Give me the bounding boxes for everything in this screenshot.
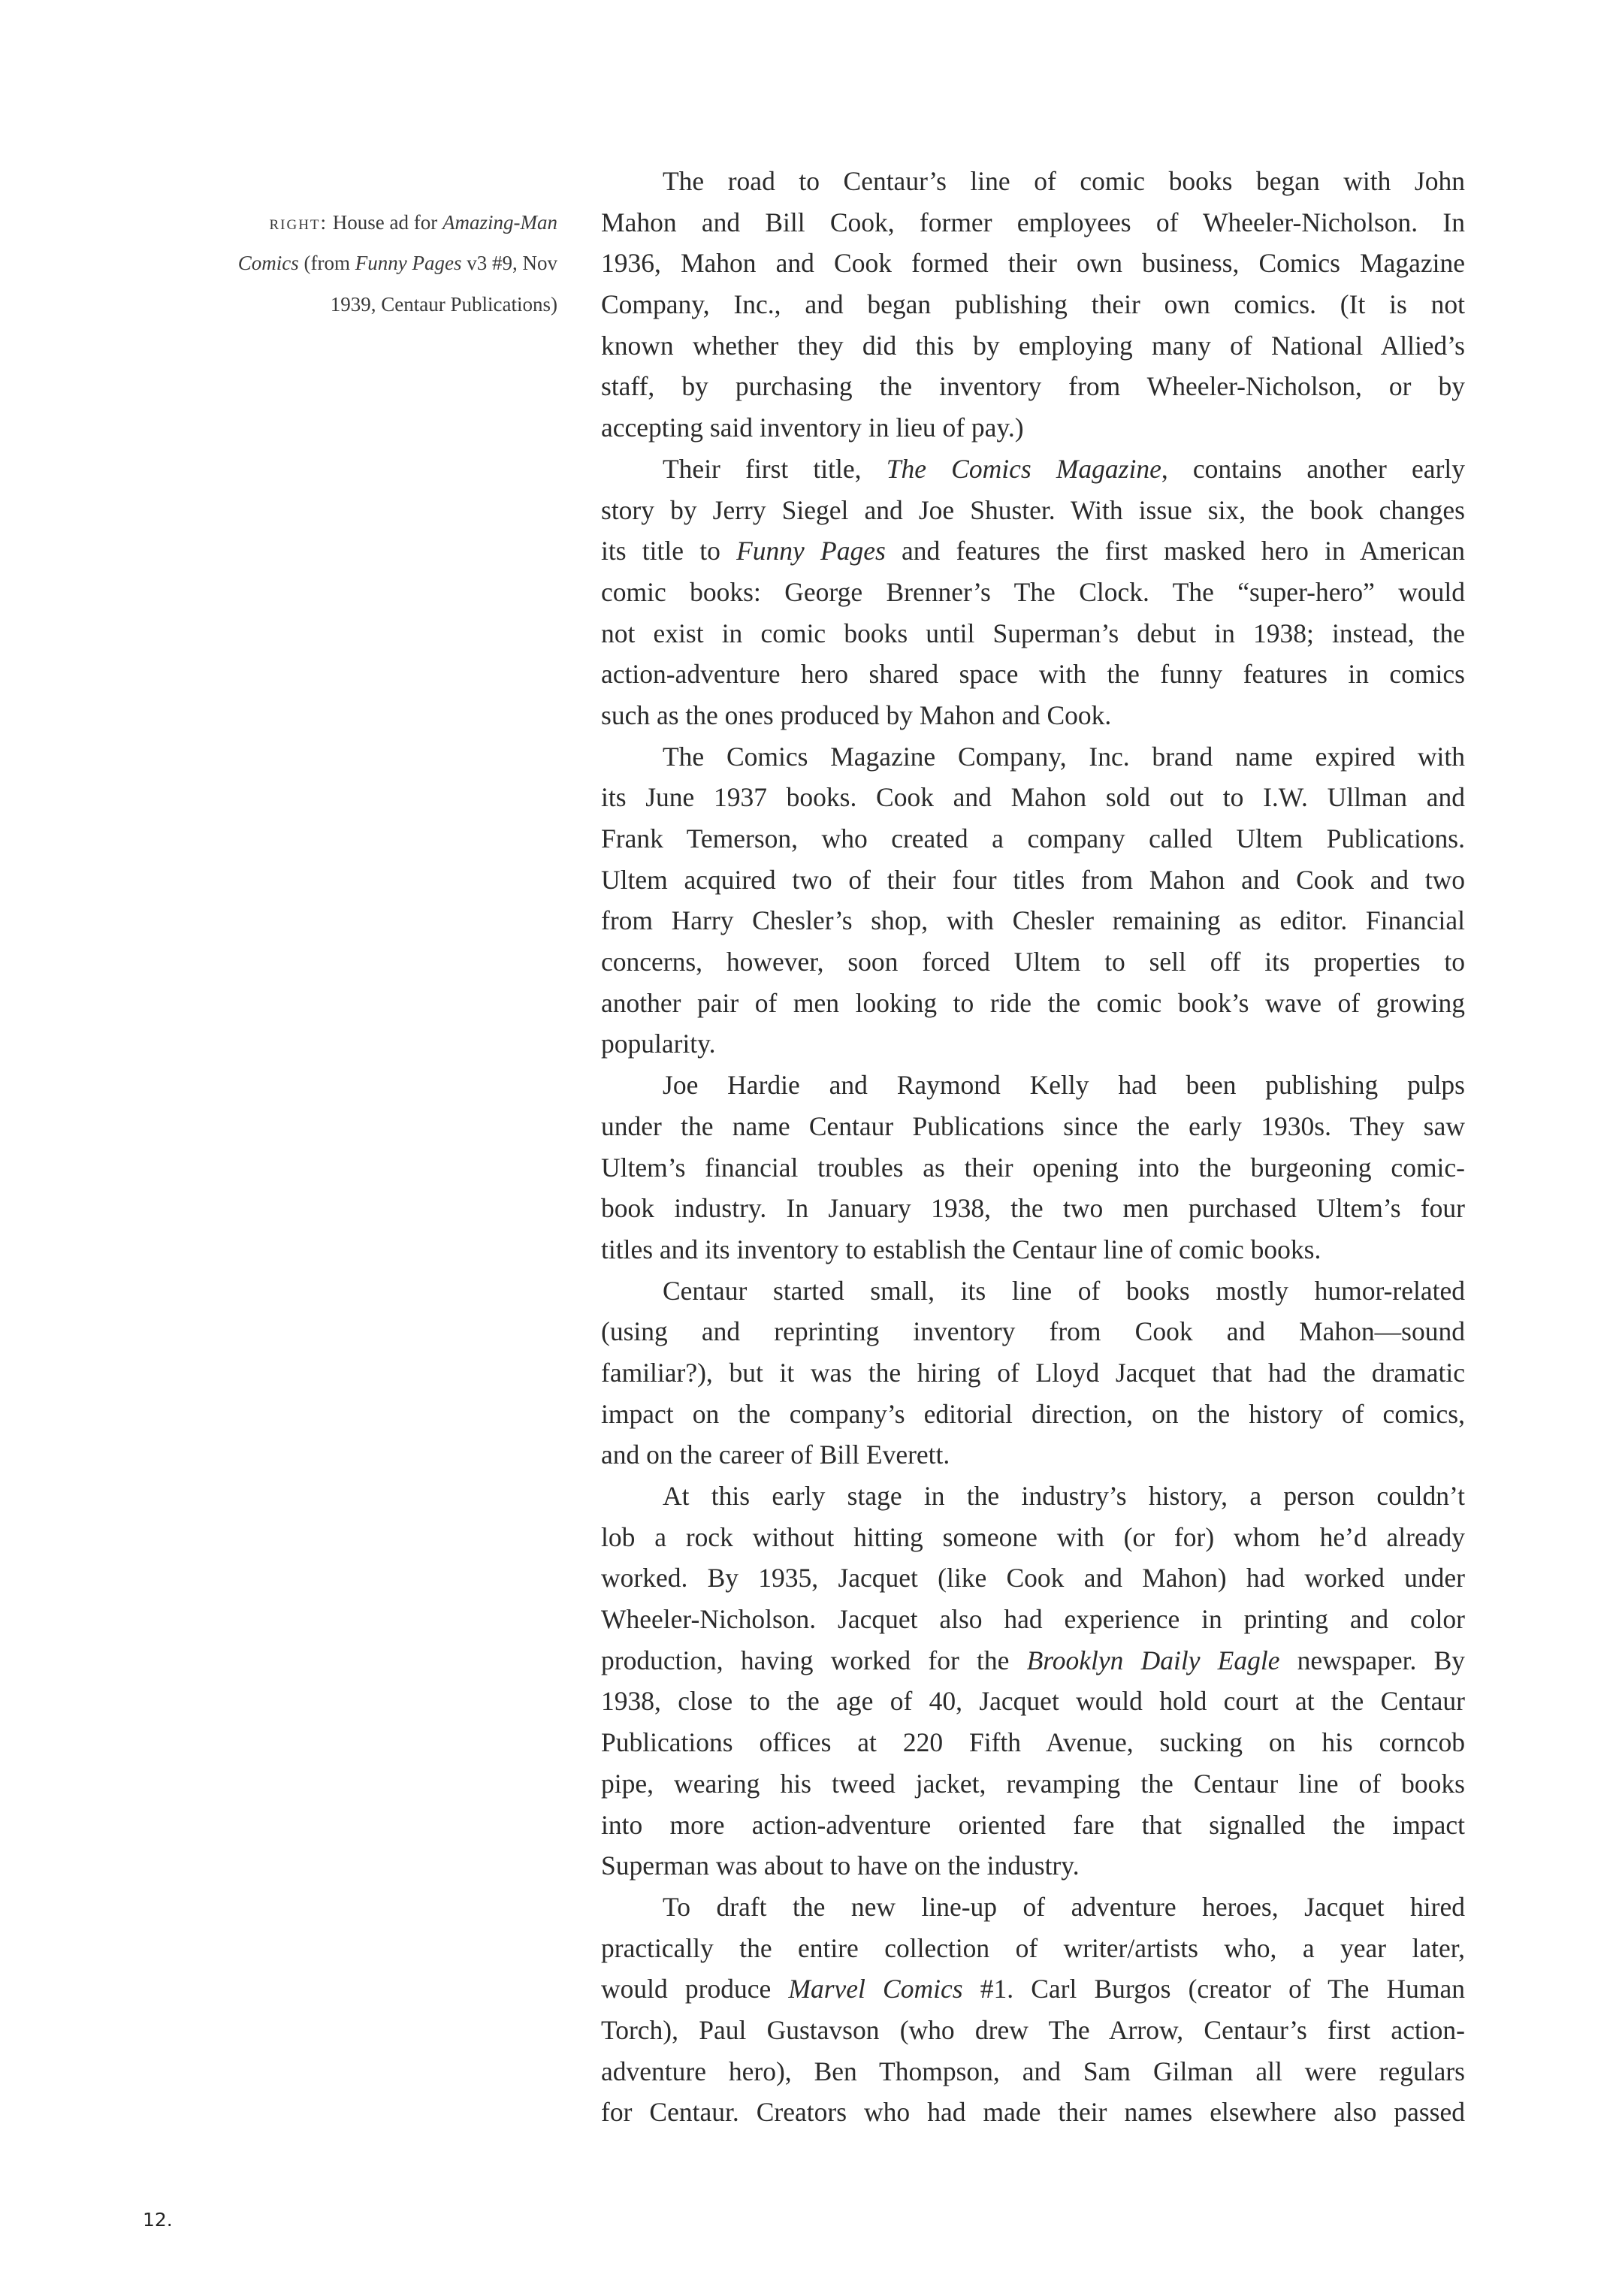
text-run: Ultem’s financial troubles as their opening into the burgeoning comic-: [601, 1152, 1465, 1183]
text-run: such as the ones produced by Mahon and Cook.: [601, 699, 1112, 730]
text-line: [601, 2092, 1465, 2133]
text-line: [601, 941, 1465, 983]
text-line: [601, 1434, 1465, 1476]
text-run: practically the entire collection of writer/artists who, a year later,: [601, 1932, 1465, 1963]
italic-title: Funny Pages: [355, 252, 462, 275]
paragraph: [601, 1270, 1465, 1476]
text-line: [601, 1023, 1465, 1065]
text-run: not exist in comic books until Superman’s debut in 1938; instead, the: [601, 618, 1465, 648]
text-run: titles and its inventory to establish the Centaur line of comic books.: [601, 1234, 1321, 1264]
text-line: [601, 490, 1465, 531]
text-line: [601, 1640, 1465, 1681]
text-run: and features the first masked hero in American: [885, 536, 1466, 566]
page-number: 12.: [143, 2209, 173, 2231]
text-run: Torch), Paul Gustavson (who drew The Arrow, Centaur’s first action-: [601, 2014, 1465, 2045]
text-line: [601, 1311, 1465, 1352]
text-run: Company, Inc., and began publishing their own comics. (It is not: [601, 289, 1465, 320]
text-run: v3 #9, Nov: [461, 252, 557, 275]
text-line: [601, 530, 1465, 572]
text-run: for Centaur. Creators who had made their names elsewhere also passed: [601, 2097, 1465, 2128]
text-run: popularity.: [601, 1029, 716, 1059]
text-line: [601, 1887, 1465, 1928]
text-run: concerns, however, soon forced Ultem to sell off its properties to: [601, 947, 1465, 977]
paragraph: [601, 1065, 1465, 1270]
text-run: from Harry Chesler’s shop, with Chesler remaining as editor. Financial: [601, 905, 1465, 936]
text-run: #1. Carl Burgos (creator of The Human: [962, 1974, 1465, 2004]
text-run: staff, by purchasing the inventory from Wheeler-Nicholson, or by: [601, 371, 1465, 402]
text-line: [601, 654, 1465, 695]
text-run: another pair of men looking to ride the comic book’s wave of growing: [601, 987, 1465, 1018]
text-run: would produce: [601, 1974, 789, 2004]
text-run: accepting said inventory in lieu of pay.): [601, 412, 1024, 443]
text-line: [601, 1681, 1465, 1722]
text-run: Centaur started small, its line of books mostly humor-related: [663, 1275, 1465, 1306]
text-run: (from: [298, 252, 355, 275]
text-run: To draft the new line-up of adventure heroes, Jacquet hired: [663, 1891, 1465, 1922]
text-run: its title to: [601, 536, 737, 566]
text-run: lob a rock without hitting someone with (or for) whom he’d already: [601, 1521, 1465, 1552]
text-run: 1936, Mahon and Cook formed their own business, Comics Magazine: [601, 248, 1465, 279]
text-run: Their first title,: [663, 453, 887, 484]
text-line: [601, 1188, 1465, 1229]
text-line: [601, 1065, 1465, 1106]
text-line: [601, 1270, 1465, 1312]
paragraph: [601, 161, 1465, 449]
text-line: [601, 449, 1465, 490]
text-run: At this early stage in the industry’s history, a person couldn’t: [663, 1481, 1465, 1511]
text-line: [601, 2010, 1465, 2051]
text-run: (using and reprinting inventory from Cook and Mahon—sound: [601, 1316, 1465, 1347]
text-line: [601, 407, 1465, 449]
text-line: [601, 1394, 1465, 1435]
text-line: [601, 1805, 1465, 1846]
paragraph: [601, 1476, 1465, 1887]
text-line: [601, 900, 1465, 941]
text-line: [601, 1722, 1465, 1763]
text-run: Mahon and Bill Cook, former employees of Wheeler-Nicholson. In: [601, 207, 1465, 237]
text-line: [601, 818, 1465, 859]
text-run: story by Jerry Siegel and Joe Shuster. With issue six, the book changes: [601, 494, 1465, 525]
text-run: Ultem acquired two of their four titles from Mahon and Cook and two: [601, 864, 1465, 895]
italic-title: Comics: [237, 252, 299, 275]
text-line: [601, 325, 1465, 367]
italic-title: The Comics Magazine: [886, 453, 1161, 484]
text-line: [601, 613, 1465, 654]
text-line: [601, 1229, 1465, 1270]
text-line: [601, 161, 1465, 202]
text-run: Frank Temerson, who created a company called Ultem Publications.: [601, 823, 1465, 853]
text-run: worked. By 1935, Jacquet (like Cook and Mahon) had worked under: [601, 1563, 1465, 1594]
paragraph: [601, 449, 1465, 736]
text-line: [601, 777, 1465, 818]
text-run: The road to Centaur’s line of comic books began with John: [663, 166, 1465, 196]
text-run: known whether they did this by employing many of National Allied’s: [601, 330, 1465, 361]
text-line: [601, 695, 1465, 736]
image-caption: [180, 202, 557, 325]
caption-line: [180, 202, 557, 243]
text-line: [601, 1928, 1465, 1969]
text-run: Publications offices at 220 Fifth Avenue, sucking on his corncob: [601, 1727, 1465, 1758]
text-line: [601, 983, 1465, 1024]
text-line: [601, 1845, 1465, 1887]
text-run: into more action-adventure oriented fare that signalled the impact: [601, 1809, 1465, 1840]
text-line: [601, 1517, 1465, 1558]
text-line: [601, 1968, 1465, 2010]
paragraph: [601, 1887, 1465, 2133]
text-line: [601, 243, 1465, 284]
text-line: [601, 572, 1465, 613]
text-line: [601, 1763, 1465, 1805]
text-line: [601, 1557, 1465, 1599]
text-line: [601, 1599, 1465, 1640]
body-text: [601, 161, 1465, 2133]
text-line: [601, 859, 1465, 901]
italic-title: Funny Pages: [736, 536, 886, 566]
text-run: House ad for: [328, 210, 443, 234]
text-run: adventure hero), Ben Thompson, and Sam Gilman all were regulars: [601, 2056, 1465, 2086]
text-line: [601, 284, 1465, 325]
text-run: its June 1937 books. Cook and Mahon sold out to I.W. Ullman and: [601, 782, 1465, 813]
text-run: newspaper. By: [1279, 1645, 1466, 1675]
text-run: , contains another early: [1161, 453, 1465, 484]
text-run: and on the career of Bill Everett.: [601, 1440, 950, 1470]
text-run: book industry. In January 1938, the two men purchased Ultem’s four: [601, 1193, 1465, 1224]
text-line: [601, 2051, 1465, 2092]
text-run: Joe Hardie and Raymond Kelly had been publishing pulps: [663, 1070, 1465, 1101]
text-run: Superman was about to have on the industry.: [601, 1850, 1080, 1881]
text-line: [601, 366, 1465, 407]
text-run: impact on the company’s editorial direction, on the history of comics,: [601, 1398, 1465, 1429]
text-run: action-adventure hero shared space with the funny features in comics: [601, 659, 1465, 690]
text-line: [601, 202, 1465, 243]
text-run: 1938, close to the age of 40, Jacquet would hold court at the Centaur: [601, 1686, 1465, 1717]
text-line: [601, 1476, 1465, 1517]
text-run: production, having worked for the: [601, 1645, 1027, 1675]
italic-title: Marvel Comics: [788, 1974, 963, 2004]
text-run: 1939, Centaur Publications): [330, 293, 557, 316]
caption-line: [180, 284, 557, 325]
paragraph: [601, 736, 1465, 1065]
caption-label: right:: [269, 210, 328, 234]
text-line: [601, 736, 1465, 778]
text-run: under the name Centaur Publications since the early 1930s. They saw: [601, 1110, 1465, 1141]
caption-line: [180, 243, 557, 284]
text-line: [601, 1147, 1465, 1189]
text-line: [601, 1106, 1465, 1147]
text-run: pipe, wearing his tweed jacket, revamping the Centaur line of books: [601, 1768, 1465, 1799]
italic-title: Brooklyn Daily Eagle: [1026, 1645, 1280, 1675]
italic-title: Amazing-Man: [443, 210, 557, 234]
text-line: [601, 1352, 1465, 1394]
text-run: The Comics Magazine Company, Inc. brand name expired with: [663, 741, 1465, 772]
text-run: familiar?), but it was the hiring of Lloyd Jacquet that had the dramatic: [601, 1357, 1465, 1388]
text-run: Wheeler-Nicholson. Jacquet also had experience in printing and color: [601, 1604, 1465, 1635]
text-run: comic books: George Brenner’s The Clock. The “super-hero” would: [601, 576, 1465, 607]
